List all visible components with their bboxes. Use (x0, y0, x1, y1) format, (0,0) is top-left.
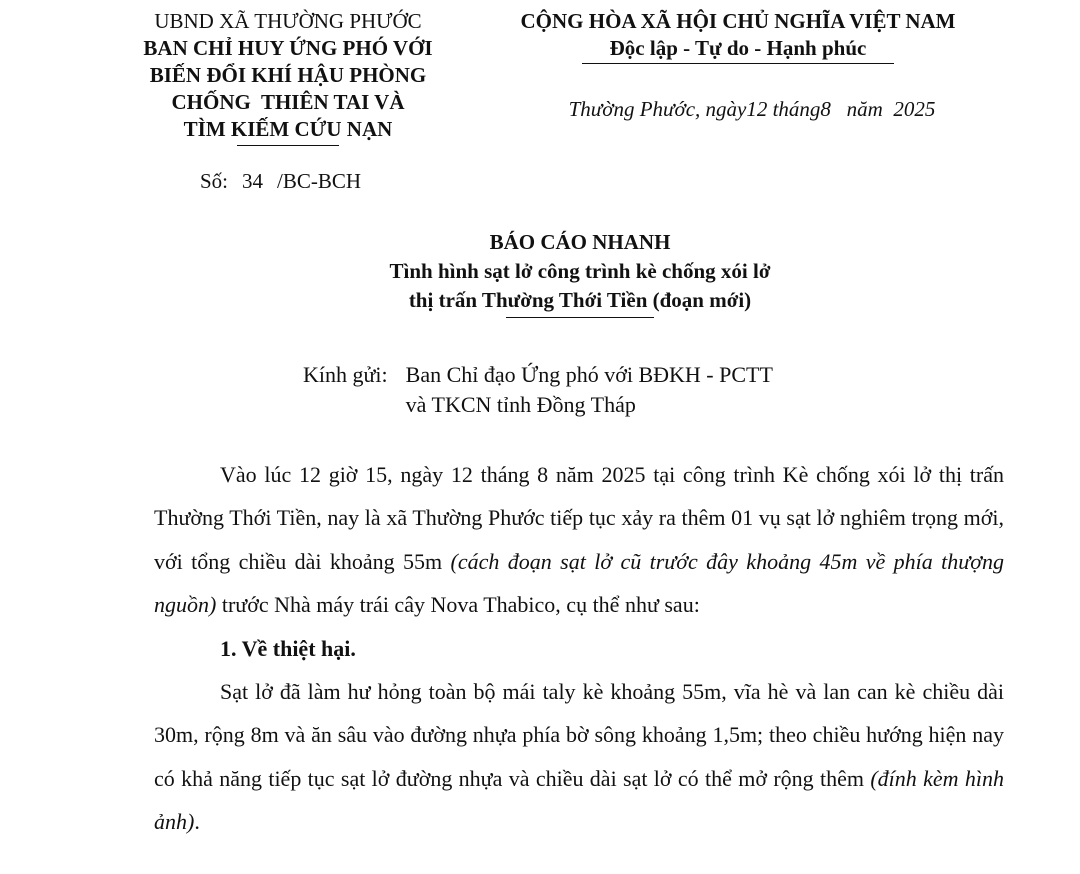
agency-name: UBND XÃ THƯỜNG PHƯỚC (154, 9, 422, 33)
damage-text-note: (đính kèm hình ảnh) (154, 765, 1005, 835)
incident-paragraph (154, 453, 1004, 627)
report-title-block (0, 228, 1080, 318)
report-subtitle-line-1: Tình hình sạt lở công trình kè chống xói lở (389, 259, 771, 283)
recipient-line-1: Ban Chỉ đạo Ứng phó với BĐKH - PCTT (405, 362, 773, 387)
motto-underline (582, 63, 894, 64)
national-header-block (478, 8, 998, 64)
damage-text-end: . (194, 809, 200, 835)
authority-underline (237, 145, 339, 146)
issuing-authority-block (118, 8, 458, 146)
report-title: BÁO CÁO NHANH (489, 230, 671, 254)
nation-name: CỘNG HÒA XÃ HỘI CHỦ NGHĨA VIỆT NAM (520, 9, 956, 33)
number-value: 34 (242, 169, 264, 193)
incident-text-start: Vào lúc 12 giờ 15, ngày 12 tháng 8 năm 2025 tại công trình Kè chống xói lở thị trấn Thường Thới Tiền, nay là xã Thường Phước tiếp tục xảy ra thêm 01 vụ sạt lở nghiêm trọng mới, với tổng chiều dài khoảng 55m (154, 462, 1004, 574)
title-underline (506, 317, 654, 318)
place-and-date: Thường Phước, ngày12 tháng8 năm 2025 (568, 97, 936, 121)
incident-text-note: (cách đoạn sạt lở cũ trước đây khoảng 45m về phía thượng nguồn) (154, 548, 1004, 618)
report-body (154, 453, 1004, 844)
committee-name-line-1: BAN CHỈ HUY ỨNG PHÓ VỚI (143, 36, 433, 60)
recipient-block (303, 360, 773, 420)
number-prefix: Số: (200, 169, 229, 193)
number-suffix: /BC-BCH (277, 169, 362, 193)
recipient-label: Kính gửi: (303, 362, 388, 387)
committee-name-line-2: BIẾN ĐỔI KHÍ HẬU PHÒNG (149, 63, 427, 87)
national-motto: Độc lập - Tự do - Hạnh phúc (609, 36, 867, 60)
damage-paragraph (154, 670, 1004, 844)
damage-text-start: Sạt lở đã làm hư hỏng toàn bộ mái taly kè khoảng 55m, vĩa hè và lan can kè chiều dài 30m, rộng 8m và ăn sâu vào đường nhựa phía bờ sông khoảng 1,5m; theo chiều hướng hiện nay có khả năng tiếp tục sạt lở đường nhựa và chiều dài sạt lở có thể mở rộng thêm (154, 679, 1004, 791)
incident-text-end: trước Nhà máy trái cây Nova Thabico, cụ thể như sau: (216, 592, 700, 618)
report-subtitle-line-2: thị trấn Thường Thới Tiền (đoạn mới) (408, 288, 752, 312)
recipient-names (406, 360, 773, 420)
committee-name-line-3: CHỐNG THIÊN TAI VÀ (171, 90, 405, 114)
document-number (200, 168, 361, 195)
committee-name-line-4: TÌM KIẾM CỨU NẠN (183, 117, 393, 141)
recipient-line-2: và TKCN tỉnh Đồng Tháp (405, 392, 636, 417)
section-heading-damage: 1. Về thiệt hại. (220, 635, 356, 661)
